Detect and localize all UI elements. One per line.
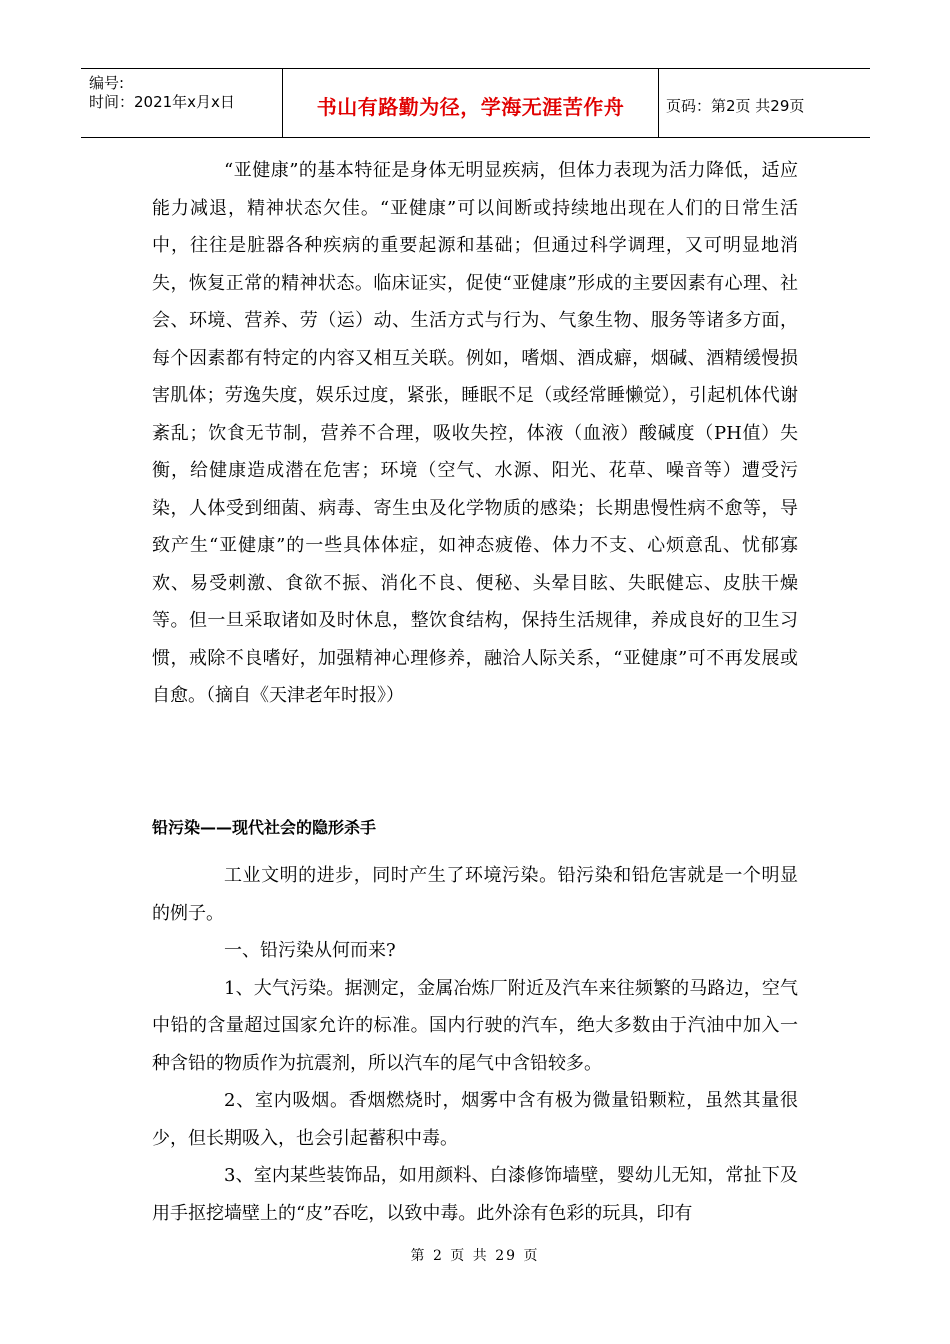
section-title-lead-pollution: 铅污染——现代社会的隐形杀手 (152, 818, 377, 837)
paragraph: 1、大气污染。据测定，金属冶炼厂附近及汽车来往频繁的马路边，空气中铅的含量超过国家允许的标准。国内行驶的汽车，绝大多数由于汽油中加入一种含铅的物质作为抗震剂，所以汽车的尾气中含铅较多。 (152, 977, 798, 1074)
paragraph: 2、室内吸烟。香烟燃烧时，烟雾中含有极为微量铅颗粒，虽然其量很少，但长期吸入，也会引起蓄积中毒。 (152, 1090, 798, 1149)
page-footer: 第 2 页 共 29 页 (410, 1248, 540, 1264)
header-motto-cell (282, 69, 659, 137)
time-label: 时间：2021年x月x日 (89, 93, 235, 111)
header-table (81, 68, 870, 138)
header-page-cell (658, 69, 870, 137)
motto-text: 书山有路勤为径，学海无涯苦作舟 (316, 95, 625, 119)
number-label: 编号: (89, 74, 125, 92)
paragraph: 工业文明的进步，同时产生了环境污染。铅污染和铅危害就是一个明显的例子。 (152, 865, 798, 924)
subhealth-paragraph: “亚健康”的基本特征是身体无明显疾病，但体力表现为活力降低，适应能力减退，精神状态欠佳。“亚健康”可以间断或持续地出现在人们的日常生活中，往往是脏器各种疾病的重要起源和基础；但通过科学调理，又可明显地消失，恢复正常的精神状态。临床证实，促使“亚健康”形成的主要因素有心理、社会、环境、营养、劳（运）动、生活方式与行为、气象生物、服务等诸多方面，每个因素都有特定的内容又相互关联。例如，嗜烟、酒成癖，烟碱、酒精缓慢损害肌体；劳逸失度，娱乐过度，紧张，睡眠不足（或经常睡懒觉），引起机体代谢紊乱；饮食无节制，营养不合理，吸收失控，体液（血液）酸碱度（PH值）失衡，给健康造成潜在危害；环境（空气、水源、阳光、花草、噪音等）遭受污染，人体受到细菌、病毒、寄生虫及化学物质的感染；长期患慢性病不愈等，导致产生“亚健康”的一些具体体症，如神态疲倦、体力不支、心烦意乱、忧郁寡欢、易受刺激、食欲不振、消化不良、便秘、头晕目眩、失眠健忘、皮肤干燥等。但一旦采取诸如及时休息，整饮食结构，保持生活规律，养成良好的卫生习惯，戒除不良嗜好，加强精神心理修养，融洽人际关系，“亚健康”可不再发展或自愈。（摘自《天津老年时报》） (152, 160, 798, 706)
section-lead-pollution (152, 857, 798, 1232)
section-subhealth (152, 152, 798, 715)
page-info: 页码：第2页 共29页 (666, 97, 805, 115)
header-meta-cell (81, 69, 282, 137)
paragraph: 一、铅污染从何而来? (224, 940, 396, 961)
paragraph: 3、室内某些装饰品，如用颜料、白漆修饰墙壁，婴幼儿无知，常扯下及用手抠挖墙壁上的“皮”吞吃，以致中毒。此外涂有色彩的玩具，印有 (152, 1165, 798, 1224)
